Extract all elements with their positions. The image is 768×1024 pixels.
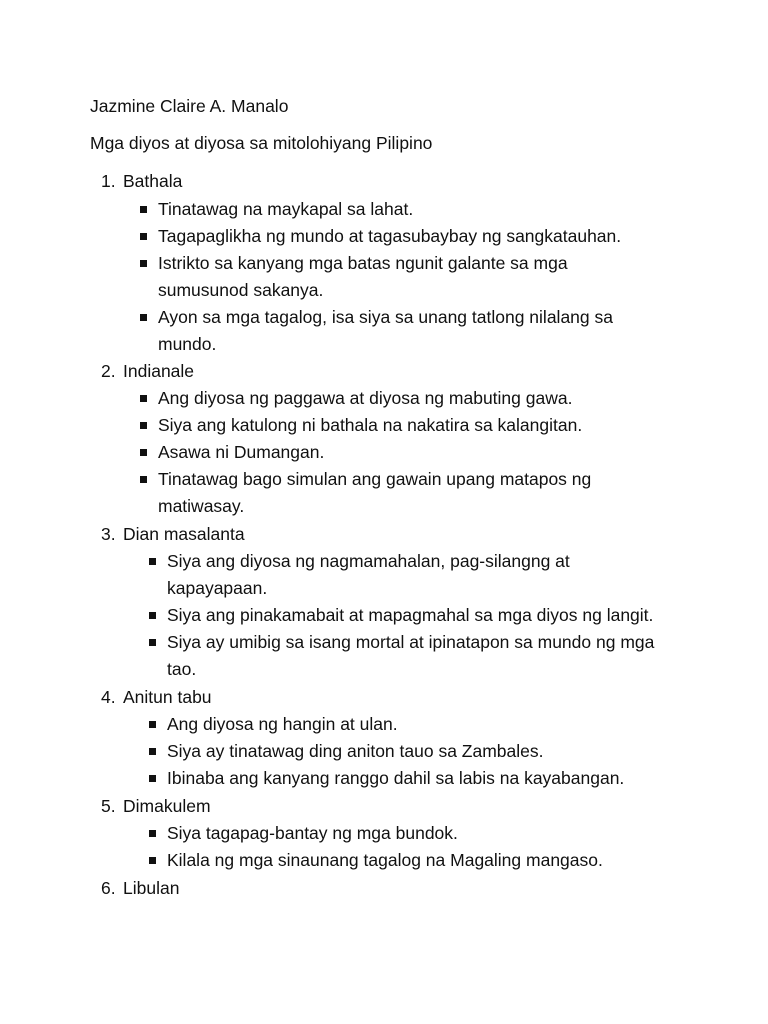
list-number: 3. (101, 524, 116, 544)
list-item: Siya tagapag-bantay ng mga bundok. (167, 823, 458, 843)
list-item: Kilala ng mga sinaunang tagalog na Magaling mangaso. (167, 850, 603, 870)
list-item: Ang diyosa ng paggawa at diyosa ng mabuting gawa. (158, 388, 573, 408)
square-bullet-icon (149, 721, 156, 728)
deity-name: Indianale (123, 361, 195, 381)
square-bullet-icon (140, 449, 147, 456)
list-item: Ang diyosa ng hangin at ulan. (167, 714, 398, 734)
square-bullet-icon (140, 260, 147, 267)
square-bullet-icon (149, 830, 156, 837)
list-number: 6. (101, 878, 116, 898)
list-item-continuation: matiwasay. (158, 496, 245, 516)
deity-name: Libulan (123, 878, 180, 898)
deity-name: Anitun tabu (123, 687, 212, 707)
list-item: Istrikto sa kanyang mga batas ngunit galante sa mga (158, 253, 568, 273)
square-bullet-icon (149, 748, 156, 755)
document-title: Mga diyos at diyosa sa mitolohiyang Pilipino (90, 133, 433, 153)
list-item: Siya ay tinatawag ding aniton tauo sa Zambales. (167, 741, 544, 761)
square-bullet-icon (149, 775, 156, 782)
deity-name: Dian masalanta (123, 524, 245, 544)
deity-name: Dimakulem (123, 796, 211, 816)
square-bullet-icon (149, 639, 156, 646)
list-item: Asawa ni Dumangan. (158, 442, 325, 462)
author-name: Jazmine Claire A. Manalo (90, 96, 289, 116)
square-bullet-icon (140, 422, 147, 429)
square-bullet-icon (149, 857, 156, 864)
list-item: Tinatawag bago simulan ang gawain upang matapos ng (158, 469, 592, 489)
list-item: Tinatawag na maykapal sa lahat. (158, 199, 414, 219)
square-bullet-icon (140, 314, 147, 321)
list-number: 1. (101, 171, 116, 191)
list-item-continuation: mundo. (158, 334, 217, 354)
list-item: Siya ay umibig sa isang mortal at ipinatapon sa mundo ng mga (167, 632, 655, 652)
square-bullet-icon (140, 233, 147, 240)
list-item: Ayon sa mga tagalog, isa siya sa unang tatlong nilalang sa (158, 307, 613, 327)
list-item-continuation: kapayapaan. (167, 578, 268, 598)
list-item: Siya ang katulong ni bathala na nakatira sa kalangitan. (158, 415, 583, 435)
list-item: Siya ang diyosa ng nagmamahalan, pag-silangng at (167, 551, 570, 571)
square-bullet-icon (149, 612, 156, 619)
square-bullet-icon (140, 476, 147, 483)
list-number: 4. (101, 687, 116, 707)
deity-name: Bathala (123, 171, 183, 191)
square-bullet-icon (140, 395, 147, 402)
list-item-continuation: tao. (167, 659, 197, 679)
list-number: 2. (101, 361, 116, 381)
list-item: Tagapaglikha ng mundo at tagasubaybay ng sangkatauhan. (158, 226, 622, 246)
list-number: 5. (101, 796, 116, 816)
list-item: Siya ang pinakamabait at mapagmahal sa mga diyos ng langit. (167, 605, 654, 625)
list-item-continuation: sumusunod sakanya. (158, 280, 324, 300)
square-bullet-icon (140, 206, 147, 213)
list-item: Ibinaba ang kanyang ranggo dahil sa labis na kayabangan. (167, 768, 625, 788)
square-bullet-icon (149, 558, 156, 565)
